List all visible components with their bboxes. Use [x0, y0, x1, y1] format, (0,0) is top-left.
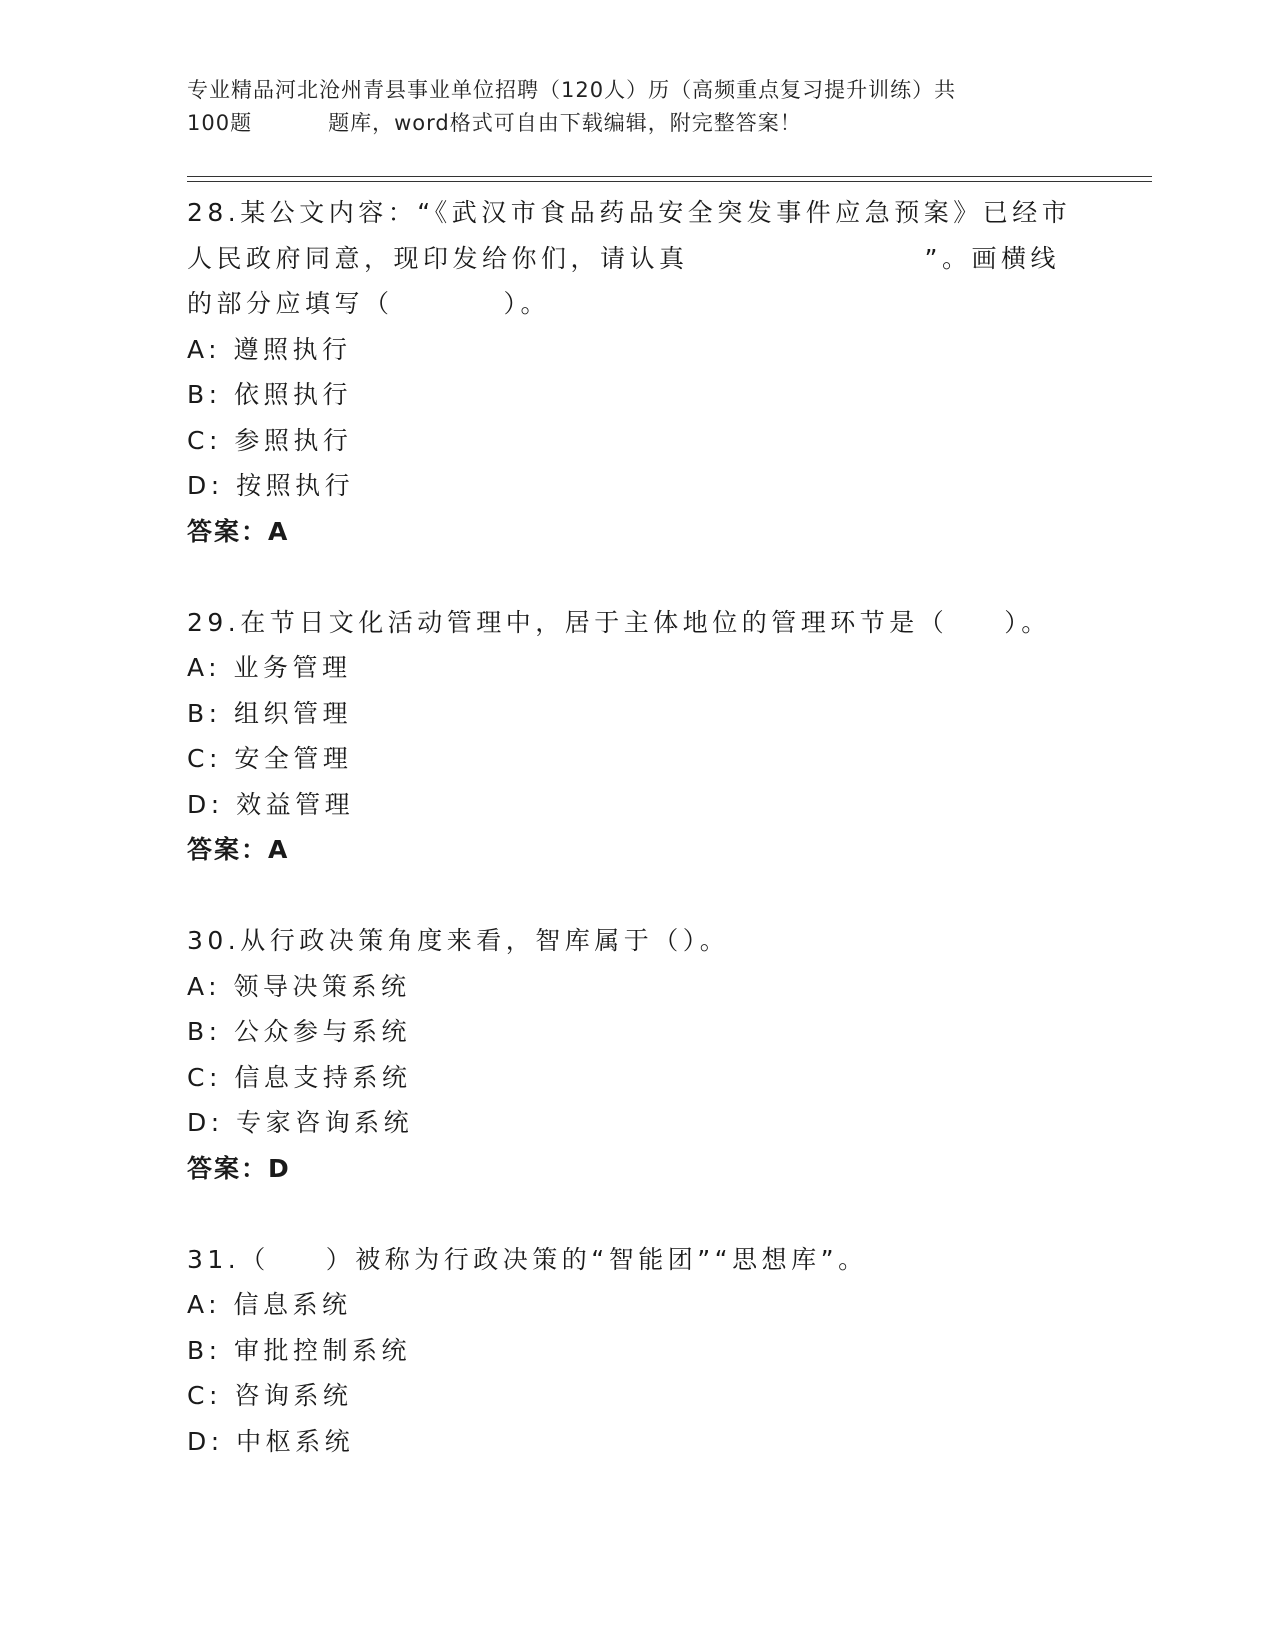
option-d: D: 专家咨询系统 [187, 1108, 414, 1137]
option-b: B: 依照执行 [187, 380, 353, 409]
question-line: 30.从行政决策角度来看，智库属于（）。 [187, 926, 730, 955]
option-c: C: 信息支持系统 [187, 1062, 412, 1092]
question-31 [187, 1237, 1087, 1465]
option-a: A: 遵照执行 [187, 334, 352, 364]
option-a: A: 信息系统 [187, 1290, 352, 1319]
question-line: 的部分应填写（ ）。 [187, 289, 551, 318]
question-text [187, 1237, 1087, 1283]
option-c: C: 参照执行 [187, 425, 353, 455]
option-b: B: 公众参与系统 [187, 1017, 412, 1046]
header-divider-top [187, 176, 1152, 177]
option-c: C: 安全管理 [187, 744, 353, 773]
page-header [187, 74, 1087, 140]
header-divider-bottom [187, 181, 1152, 182]
answer-label: 答案：A [187, 516, 290, 546]
option-c: C: 咨询系统 [187, 1381, 353, 1410]
header-description: 题库，word格式可自由下载编辑，附完整答案！ [328, 111, 802, 135]
option-b: B: 审批控制系统 [187, 1335, 412, 1365]
question-text [187, 190, 1087, 327]
question-line: 29.在节日文化活动管理中，居于主体地位的管理环节是（ ）。 [187, 607, 1051, 637]
option-d: D: 按照执行 [187, 471, 355, 500]
question-line: 人民政府同意，现印发给你们，请认真 ”。画横线 [187, 243, 1060, 273]
answer-label: 答案：A [187, 835, 290, 864]
option-d: D: 中枢系统 [187, 1426, 355, 1456]
question-text [187, 918, 1087, 964]
header-question-count: 100题 [187, 111, 253, 135]
question-28 [187, 190, 1087, 554]
option-a: A: 领导决策系统 [187, 971, 411, 1001]
question-list [187, 190, 1087, 1464]
question-line: 31.（ ）被称为行政决策的“智能团”“思想库”。 [187, 1244, 868, 1274]
option-b: B: 组织管理 [187, 698, 353, 728]
option-d: D: 效益管理 [187, 789, 355, 819]
question-line: 28.某公文内容：“《武汉市食品药品安全突发事件应急预案》已经市 [187, 198, 1072, 227]
answer-label: 答案：D [187, 1153, 291, 1183]
question-text [187, 600, 1087, 646]
header-title-line-1: 专业精品河北沧州青县事业单位招聘（120人）历（高频重点复习提升训练）共 [187, 78, 957, 102]
option-a: A: 业务管理 [187, 653, 352, 682]
header-title-line-2 [187, 107, 1087, 140]
question-29 [187, 600, 1087, 873]
question-30 [187, 918, 1087, 1191]
